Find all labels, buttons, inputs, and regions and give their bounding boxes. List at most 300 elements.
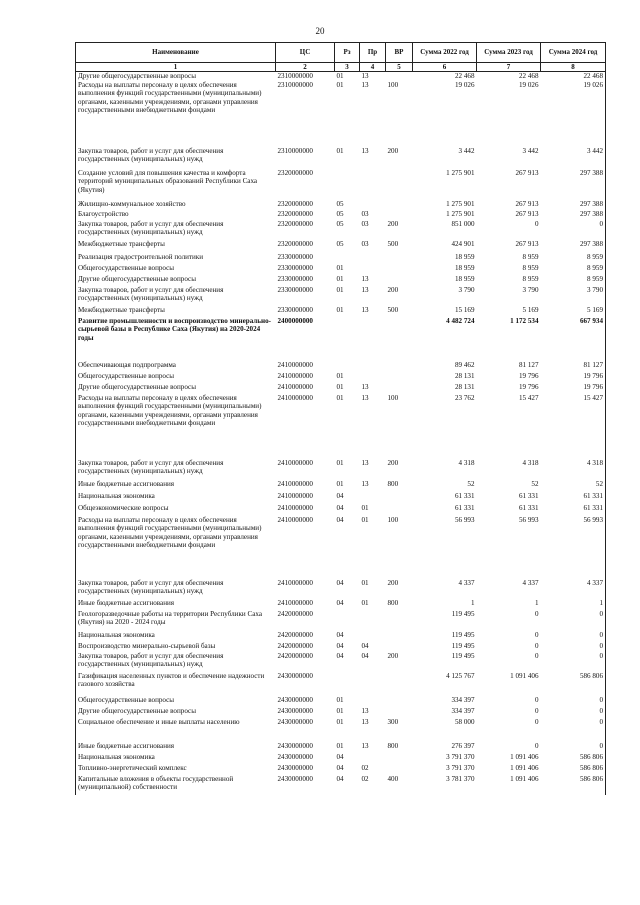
row-sum-2022: 18 959 (454, 274, 475, 283)
table-row (76, 707, 606, 718)
table-row (76, 480, 606, 492)
header-name: Наименование (76, 43, 276, 63)
row-sum-2022: 4 337 (458, 578, 475, 587)
row-name: Обеспечивающая подпрограмма (76, 361, 276, 372)
row-rz: 01 (336, 285, 344, 294)
budget-table (75, 42, 606, 795)
table-row (76, 652, 606, 672)
row-sum-2022: 61 331 (454, 503, 475, 512)
row-sum-2024: 3 442 (541, 147, 606, 169)
row-name: Национальная экономика (76, 631, 276, 642)
row-vr (386, 707, 413, 718)
row-vr: 100 (387, 393, 399, 402)
row-rz: 05 (336, 239, 344, 248)
row-sum-2022: 28 131 (454, 382, 475, 391)
row-rz: 01 (336, 263, 344, 272)
row-cs: 2410000000 (277, 598, 313, 607)
row-sum-2024: 8 959 (541, 253, 606, 264)
row-vr (386, 631, 413, 642)
row-name: Межбюджетные трансферты (76, 240, 276, 253)
row-sum-2023: 5 169 (522, 305, 539, 314)
row-cs: 2410000000 (277, 360, 313, 369)
row-sum-2022: 61 331 (454, 491, 475, 500)
row-sum-2024: 56 993 (541, 516, 606, 579)
row-name: Закупка товаров, работ и услуг для обеспечения государственных (муниципальных) нужд (76, 579, 276, 599)
row-sum-2024: 22 468 (541, 72, 606, 81)
row-cs: 2320000000 (277, 209, 313, 218)
row-rz: 04 (336, 578, 344, 587)
row-sum-2022: 19 026 (454, 80, 475, 89)
row-sum-2023: 0 (534, 609, 539, 618)
table-row (76, 579, 606, 599)
row-vr: 800 (387, 479, 399, 488)
row-pr: 03 (361, 239, 369, 248)
row-sum-2023: 0 (534, 641, 539, 650)
row-pr (360, 200, 386, 210)
row-pr: 01 (361, 515, 369, 524)
row-pr: 13 (361, 717, 369, 726)
row-cs: 2310000000 (277, 146, 313, 155)
row-sum-2024: 8 959 (541, 264, 606, 275)
row-sum-2024: 81 127 (541, 361, 606, 372)
row-vr: 200 (387, 651, 399, 660)
row-cs: 2420000000 (277, 641, 313, 650)
header-cs: ЦС (276, 43, 335, 63)
row-vr: 200 (387, 285, 399, 294)
row-sum-2022: 18 959 (454, 252, 475, 261)
row-sum-2024: 0 (541, 220, 606, 240)
row-sum-2023: 8 959 (522, 274, 539, 283)
row-name: Геологоразведочные работы на территории Республики Саха (Якутия) на 2020 - 2024 годы (76, 610, 276, 631)
row-sum-2023: 8 959 (522, 263, 539, 272)
row-rz: 04 (336, 598, 344, 607)
row-vr: 800 (387, 741, 399, 750)
row-sum-2024: 5 169 (541, 306, 606, 317)
row-cs: 2410000000 (277, 515, 313, 524)
row-cs: 2330000000 (277, 252, 313, 261)
row-cs: 2310000000 (277, 72, 313, 81)
row-sum-2022: 89 462 (454, 360, 475, 369)
row-cs: 2430000000 (277, 695, 313, 704)
row-sum-2023: 19 796 (518, 382, 539, 391)
table-row (76, 459, 606, 480)
row-name: Общеэкономические вопросы (76, 504, 276, 516)
row-cs: 2410000000 (277, 479, 313, 488)
row-sum-2022: 424 901 (451, 239, 475, 248)
row-rz: 05 (336, 199, 344, 208)
row-name: Расходы на выплаты персоналу в целях обеспечения выполнения функций государственными (муниципальными) органами, казенными учреждениями, органами управления государственными внебюджетными фондами (76, 81, 276, 147)
row-sum-2023: 0 (534, 695, 539, 704)
row-name: Иные бюджетные ассигнования (76, 742, 276, 753)
row-cs: 2400000000 (277, 316, 313, 325)
row-rz: 04 (336, 503, 344, 512)
row-name: Жилищно-коммунальное хозяйство (76, 200, 276, 210)
row-vr (386, 200, 413, 210)
row-vr (386, 753, 413, 764)
row-sum-2024: 297 388 (541, 210, 606, 220)
row-sum-2022: 4 318 (458, 458, 475, 467)
row-pr (360, 631, 386, 642)
row-sum-2024: 586 806 (541, 764, 606, 775)
row-sum-2023: 22 468 (518, 72, 539, 81)
row-pr: 13 (361, 72, 369, 81)
row-cs: 2420000000 (277, 630, 313, 639)
row-sum-2023: 0 (534, 219, 539, 228)
row-sum-2022: 3 781 370 (446, 774, 475, 783)
table-row (76, 383, 606, 394)
row-vr: 100 (387, 80, 399, 89)
row-sum-2024: 0 (541, 610, 606, 631)
row-name: Газификация населенных пунктов и обеспечение надежности газового хозяйства (76, 672, 276, 696)
row-vr: 500 (387, 239, 399, 248)
row-name: Общегосударственные вопросы (76, 372, 276, 383)
row-pr: 01 (361, 598, 369, 607)
header-pr: Пр (360, 43, 386, 63)
row-name: Развитие промышленности и воспроизводство минерально-сырьевой базы в Республике Саха (Якутия) на 2020-2024 годы (76, 317, 276, 361)
row-cs: 2410000000 (277, 393, 313, 402)
row-cs: 2320000000 (277, 199, 313, 208)
row-vr (386, 372, 413, 383)
row-sum-2022: 1 275 901 (446, 199, 475, 208)
row-sum-2022: 1 275 901 (446, 209, 475, 218)
table-row (76, 275, 606, 286)
row-pr: 04 (361, 651, 369, 660)
row-pr: 13 (361, 146, 369, 155)
row-sum-2024: 0 (541, 631, 606, 642)
table-row (76, 372, 606, 383)
row-name: Другие общегосударственные вопросы (76, 383, 276, 394)
row-rz: 05 (336, 219, 344, 228)
row-cs: 2330000000 (277, 305, 313, 314)
row-sum-2023: 3 442 (522, 146, 539, 155)
header-sum-2024: Сумма 2024 год (541, 43, 606, 63)
row-sum-2023: 0 (534, 741, 539, 750)
row-name: Общегосударственные вопросы (76, 696, 276, 707)
row-sum-2022: 119 495 (451, 609, 475, 618)
row-sum-2023: 4 318 (522, 458, 539, 467)
row-name: Закупка товаров, работ и услуг для обеспечения государственных (муниципальных) нужд (76, 147, 276, 169)
row-vr (386, 383, 413, 394)
row-name: Благоустройство (76, 210, 276, 220)
row-vr: 400 (387, 774, 399, 783)
row-sum-2022: 58 000 (454, 717, 475, 726)
row-sum-2024: 8 959 (541, 275, 606, 286)
table-row (76, 394, 606, 459)
row-sum-2024: 667 934 (541, 317, 606, 361)
row-vr: 200 (387, 146, 399, 155)
row-pr: 13 (361, 305, 369, 314)
row-sum-2024: 586 806 (541, 775, 606, 795)
row-rz (335, 253, 360, 264)
table-row (76, 81, 606, 147)
table-row (76, 361, 606, 372)
row-sum-2023: 19 026 (518, 80, 539, 89)
row-rz (335, 169, 360, 200)
row-sum-2024: 0 (541, 707, 606, 718)
row-sum-2024: 19 796 (541, 372, 606, 383)
row-cs: 2330000000 (277, 274, 313, 283)
row-sum-2022: 28 131 (454, 371, 475, 380)
row-sum-2024: 19 026 (541, 81, 606, 147)
budget-table-container (75, 42, 605, 795)
row-sum-2023: 267 913 (515, 209, 539, 218)
table-row (76, 642, 606, 652)
row-vr (386, 264, 413, 275)
row-pr: 13 (361, 274, 369, 283)
row-cs: 2310000000 (277, 80, 313, 89)
row-rz: 01 (336, 274, 344, 283)
row-sum-2022: 23 762 (454, 393, 475, 402)
row-sum-2022: 22 468 (454, 72, 475, 81)
row-sum-2022: 3 791 370 (446, 763, 475, 772)
row-rz: 01 (336, 382, 344, 391)
row-vr (386, 275, 413, 286)
row-pr (360, 317, 386, 361)
header-number: 8 (541, 63, 606, 72)
row-sum-2024: 0 (541, 742, 606, 753)
table-row (76, 264, 606, 275)
row-pr (360, 753, 386, 764)
row-vr (386, 642, 413, 652)
row-sum-2023: 267 913 (515, 239, 539, 248)
row-sum-2023: 0 (534, 630, 539, 639)
row-sum-2023: 267 913 (515, 168, 539, 177)
row-sum-2022: 3 442 (458, 146, 475, 155)
row-rz: 01 (336, 371, 344, 380)
row-name: Капитальные вложения в объекты государственной (муниципальной) собственности (76, 775, 276, 795)
row-rz: 04 (336, 752, 344, 761)
table-row (76, 72, 606, 81)
row-pr (360, 492, 386, 504)
row-pr: 13 (361, 458, 369, 467)
row-rz: 04 (336, 515, 344, 524)
row-sum-2023: 81 127 (518, 360, 539, 369)
row-rz: 04 (336, 630, 344, 639)
row-rz: 04 (336, 651, 344, 660)
row-rz: 01 (336, 72, 344, 81)
row-sum-2023: 0 (534, 706, 539, 715)
row-sum-2023: 15 427 (518, 393, 539, 402)
row-vr: 200 (387, 578, 399, 587)
row-name: Национальная экономика (76, 753, 276, 764)
row-cs: 2430000000 (277, 763, 313, 772)
row-sum-2023: 1 091 406 (510, 752, 539, 761)
row-sum-2024: 52 (541, 480, 606, 492)
table-row (76, 200, 606, 210)
row-sum-2024: 3 790 (541, 286, 606, 306)
table-row (76, 306, 606, 317)
table-row (76, 492, 606, 504)
row-cs: 2430000000 (277, 774, 313, 783)
row-pr (360, 264, 386, 275)
table-row (76, 504, 606, 516)
row-name: Реализация градостроительной политики (76, 253, 276, 264)
row-vr (386, 317, 413, 361)
row-vr (386, 696, 413, 707)
header-number: 7 (477, 63, 541, 72)
row-rz: 04 (336, 774, 344, 783)
row-sum-2024: 1 (541, 599, 606, 610)
row-cs: 2430000000 (277, 717, 313, 726)
row-sum-2024: 586 806 (541, 672, 606, 696)
row-sum-2022: 119 495 (451, 641, 475, 650)
row-pr: 01 (361, 578, 369, 587)
row-sum-2022: 851 000 (451, 219, 475, 228)
row-sum-2024: 586 806 (541, 753, 606, 764)
row-cs: 2420000000 (277, 609, 313, 618)
row-pr: 03 (361, 219, 369, 228)
row-pr: 01 (361, 503, 369, 512)
row-vr (386, 253, 413, 264)
row-rz: 01 (336, 706, 344, 715)
row-sum-2023: 1 091 406 (510, 671, 539, 680)
header-number: 6 (413, 63, 477, 72)
row-sum-2024: 0 (541, 652, 606, 672)
row-name: Воспроизводство минерально-сырьевой базы (76, 642, 276, 652)
row-sum-2023: 61 331 (518, 503, 539, 512)
table-row (76, 147, 606, 169)
row-sum-2024: 0 (541, 642, 606, 652)
row-sum-2022: 1 275 901 (446, 168, 475, 177)
header-rz: Рз (335, 43, 360, 63)
row-sum-2022: 276 397 (451, 741, 475, 750)
header-numbers-row (76, 63, 606, 72)
row-pr: 13 (361, 80, 369, 89)
header-sum-2022: Сумма 2022 год (413, 43, 477, 63)
row-name: Национальная экономика (76, 492, 276, 504)
row-sum-2022: 3 790 (458, 285, 475, 294)
row-sum-2023: 4 337 (522, 578, 539, 587)
row-sum-2023: 0 (534, 717, 539, 726)
row-pr: 13 (361, 706, 369, 715)
row-name: Иные бюджетные ассигнования (76, 599, 276, 610)
row-sum-2024: 4 318 (541, 459, 606, 480)
table-row (76, 286, 606, 306)
row-sum-2023: 61 331 (518, 491, 539, 500)
row-cs: 2410000000 (277, 578, 313, 587)
row-vr: 200 (387, 219, 399, 228)
row-pr: 13 (361, 741, 369, 750)
row-name: Другие общегосударственные вопросы (76, 72, 276, 81)
row-rz: 01 (336, 146, 344, 155)
table-row (76, 253, 606, 264)
row-cs: 2320000000 (277, 219, 313, 228)
table-row (76, 317, 606, 361)
row-vr: 300 (387, 717, 399, 726)
row-sum-2023: 1 172 534 (510, 316, 539, 325)
table-row (76, 599, 606, 610)
row-sum-2024: 297 388 (541, 240, 606, 253)
row-cs: 2410000000 (277, 458, 313, 467)
row-pr: 13 (361, 285, 369, 294)
row-cs: 2430000000 (277, 741, 313, 750)
row-sum-2022: 56 993 (454, 515, 475, 524)
row-pr: 13 (361, 382, 369, 391)
table-row (76, 210, 606, 220)
row-rz: 01 (336, 458, 344, 467)
page-number: 20 (315, 26, 325, 36)
row-pr (360, 361, 386, 372)
row-rz (335, 317, 360, 361)
row-cs: 2320000000 (277, 239, 313, 248)
row-rz: 01 (336, 80, 344, 89)
row-vr (386, 210, 413, 220)
table-row (76, 775, 606, 795)
row-cs: 2430000000 (277, 752, 313, 761)
row-cs: 2430000000 (277, 706, 313, 715)
row-vr (386, 361, 413, 372)
row-name: Другие общегосударственные вопросы (76, 707, 276, 718)
row-rz: 01 (336, 393, 344, 402)
row-cs: 2420000000 (277, 651, 313, 660)
row-sum-2022: 15 169 (454, 305, 475, 314)
row-cs: 2410000000 (277, 491, 313, 500)
header-number: 1 (76, 63, 276, 72)
row-pr: 04 (361, 641, 369, 650)
row-name: Топливно-энергетический комплекс (76, 764, 276, 775)
row-vr (386, 72, 413, 81)
row-cs: 2410000000 (277, 382, 313, 391)
row-sum-2024: 15 427 (541, 394, 606, 459)
row-vr (386, 504, 413, 516)
row-cs: 2330000000 (277, 263, 313, 272)
row-sum-2023: 1 (534, 598, 539, 607)
row-sum-2022: 119 495 (451, 651, 475, 660)
row-sum-2024: 61 331 (541, 492, 606, 504)
row-rz: 05 (336, 209, 344, 218)
table-row (76, 610, 606, 631)
row-vr: 100 (387, 515, 399, 524)
row-pr: 02 (361, 763, 369, 772)
row-cs: 2430000000 (277, 671, 313, 680)
row-name: Создание условий для повышения качества и комфорта территорий муниципальных образований Республики Саха (Якутия) (76, 169, 276, 200)
row-rz: 01 (336, 479, 344, 488)
row-sum-2024: 297 388 (541, 169, 606, 200)
row-vr (386, 492, 413, 504)
table-row (76, 764, 606, 775)
row-pr (360, 610, 386, 631)
row-vr (386, 169, 413, 200)
table-row (76, 220, 606, 240)
row-sum-2023: 267 913 (515, 199, 539, 208)
row-name: Расходы на выплаты персоналу в целях обеспечения выполнения функций государственными (муниципальными) органами, казенными учреждениями, органами управления государственными внебюджетными фондами (76, 394, 276, 459)
row-vr: 500 (387, 305, 399, 314)
row-name: Закупка товаров, работ и услуг для обеспечения государственных (муниципальных) нужд (76, 286, 276, 306)
row-rz (335, 672, 360, 696)
row-rz (335, 361, 360, 372)
row-sum-2022: 4 482 724 (446, 316, 475, 325)
row-pr (360, 672, 386, 696)
row-pr (360, 253, 386, 264)
row-pr: 13 (361, 479, 369, 488)
row-sum-2024: 61 331 (541, 504, 606, 516)
row-sum-2023: 3 790 (522, 285, 539, 294)
table-row (76, 742, 606, 753)
row-pr (360, 169, 386, 200)
row-name: Социальное обеспечение и иные выплаты населению (76, 718, 276, 742)
row-sum-2023: 8 959 (522, 252, 539, 261)
row-sum-2022: 3 791 370 (446, 752, 475, 761)
row-vr: 800 (387, 598, 399, 607)
row-rz: 01 (336, 741, 344, 750)
row-name: Межбюджетные трансферты (76, 306, 276, 317)
row-name: Закупка товаров, работ и услуг для обеспечения государственных (муниципальных) нужд (76, 652, 276, 672)
row-sum-2022: 52 (467, 479, 475, 488)
row-pr: 03 (361, 209, 369, 218)
row-sum-2024: 0 (541, 718, 606, 742)
table-row (76, 672, 606, 696)
header-row (76, 43, 606, 63)
